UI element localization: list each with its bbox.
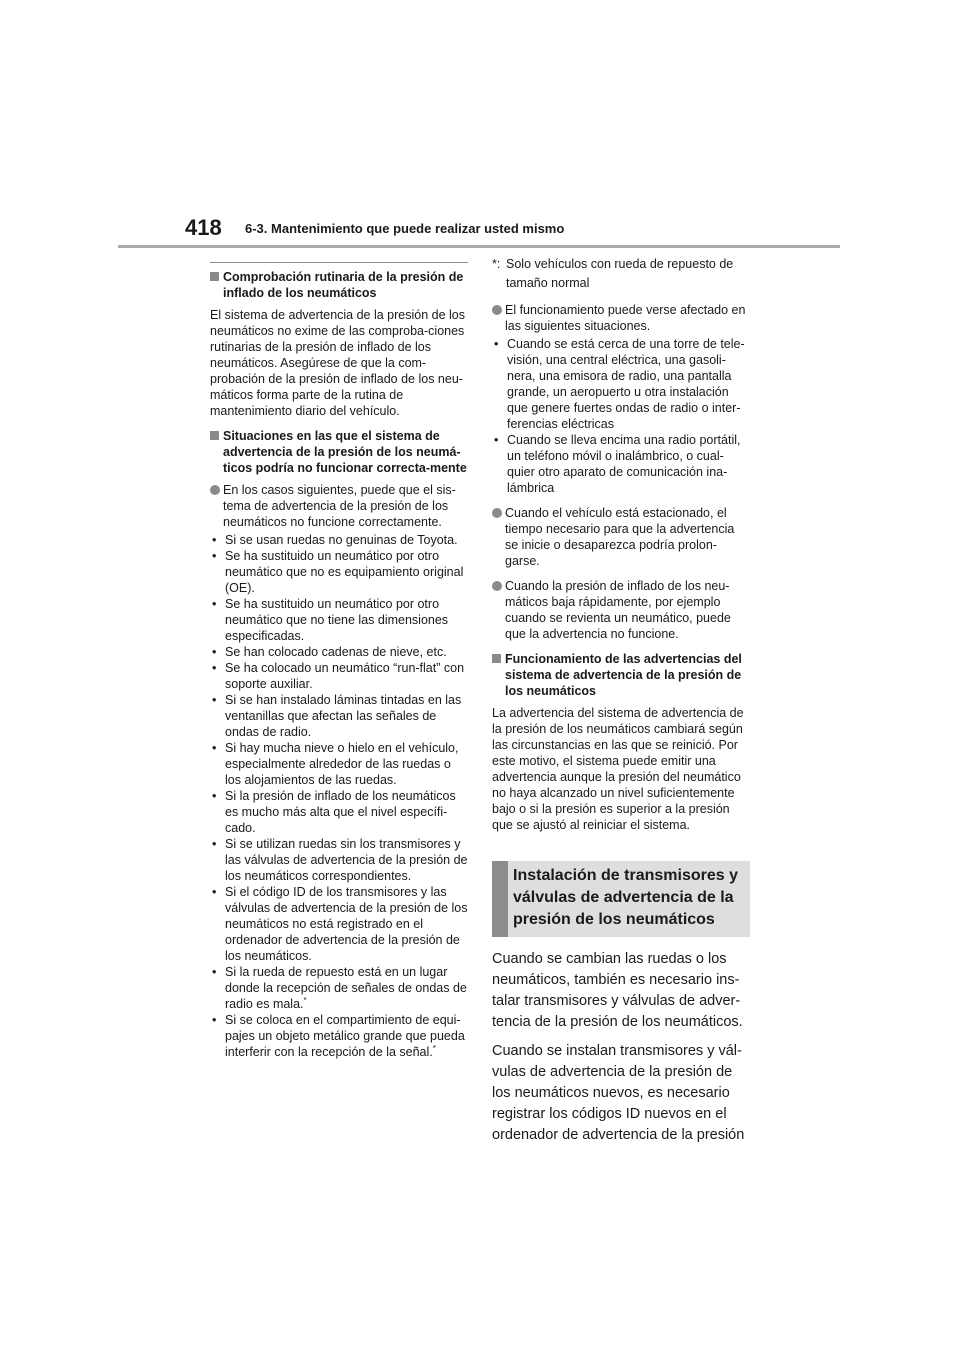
paragraph-large: Cuando se instalan transmisores y vál-vulas de advertencia de la presión de los neumáticos nuevos, es necesario registrar los códigos ID nuevos en el ordenador de advertencia de la presión xyxy=(492,1043,745,1143)
paragraph-large: Cuando se cambian las ruedas o los neumáticos, también es necesario ins-talar transmisores y válvulas de adver-tencia de la presión de los neumáticos. xyxy=(492,951,743,1030)
footnote-mark: *: xyxy=(492,257,501,271)
page-number: 418 xyxy=(185,215,222,240)
list-item: • Si se utilizan ruedas sin los transmisores y las válvulas de advertencia de la presión de los neumáticos correspondientes. xyxy=(210,836,468,884)
heading-text: Comprobación rutinaria de la presión de inflado de los neumáticos xyxy=(223,270,464,300)
dot-item-text: Cuando el vehículo está estacionado, el tiempo necesario para que la advertencia se inicie o desaparezca podría prolon-garse. xyxy=(505,506,735,568)
dot-item-text: En los casos siguientes, puede que el sis-tema de advertencia de la presión de los neumáticos no funcione correctamente. xyxy=(223,483,456,529)
section-title-box xyxy=(492,861,750,937)
square-bullet-icon xyxy=(492,654,501,663)
heading-text: Funcionamiento de las advertencias del sistema de advertencia de la presión de los neumáticos xyxy=(505,652,742,698)
right-column xyxy=(492,255,750,1154)
chapter-title: 6-3. Mantenimiento que puede realizar usted mismo xyxy=(245,221,565,236)
list-item: • Cuando se lleva encima una radio portátil, un teléfono móvil o inalámbrico, o cual-quier otro aparato de comunicación ina-lámbrica xyxy=(492,432,750,496)
square-bullet-icon xyxy=(210,272,219,281)
footnote-asterisk: * xyxy=(303,995,307,1005)
dot-item xyxy=(210,482,468,530)
paragraph-routine-check: El sistema de advertencia de la presión de los neumáticos no exime de las comproba-ciones rutinarias de la presión de inflado de los neumáticos. Asegúrese de que la com-probación de la presión de inflado de los neu-máticos forma parte de la rutina de mantenimiento diario del vehículo. xyxy=(210,308,466,418)
dot-item-text: Cuando la presión de inflado de los neu-máticos baja rápidamente, por ejemplo cuando se revienta un neumático, puede que la advertencia no funcione. xyxy=(505,579,731,641)
list-item: • Se ha colocado un neumático “run-flat” con soporte auxiliar. xyxy=(210,660,468,692)
circle-bullet-icon xyxy=(492,305,502,315)
list-item: • Se han colocado cadenas de nieve, etc. xyxy=(210,644,468,660)
left-column xyxy=(210,262,468,1069)
list-item: • Se ha sustituido un neumático por otro neumático que no es equipamiento original (OE). xyxy=(210,548,468,596)
list-item-text: Si la rueda de repuesto está en un lugar donde la recepción de señales de ondas de radio es mala. xyxy=(225,965,467,1011)
paragraph-warning-operation: La advertencia del sistema de advertencia de la presión de los neumáticos cambiará según las circunstancias en las que se reinició. Por este motivo, el sistema puede emitir una advertencia aunque la presión del neumático no haya alcanzado un nivel suficientemente bajo o si la presión es superior a la presión que se ajustó al reiniciar el sistema. xyxy=(492,706,744,832)
circle-bullet-icon xyxy=(210,485,220,495)
footnote-asterisk: * xyxy=(432,1043,436,1053)
heading-text: Situaciones en las que el sistema de advertencia de la presión de los neumá-ticos podría no funcionar correcta-mente xyxy=(223,429,467,475)
circle-bullet-icon xyxy=(492,581,502,591)
list-item: • Si se han instalado láminas tintadas en las ventanillas que afectan las señales de ondas de radio. xyxy=(210,692,468,740)
square-bullet-icon xyxy=(210,431,219,440)
list-item: • Si el código ID de los transmisores y las válvulas de advertencia de la presión de los neumáticos no está registrado en el ordenador de advertencia de la presión de los neumáticos. xyxy=(210,884,468,964)
footnote xyxy=(492,255,750,293)
dot-item xyxy=(492,302,750,334)
dot-item xyxy=(492,505,750,569)
list-item xyxy=(210,964,468,1012)
section-title: Instalación de transmisores y válvulas de advertencia de la presión de los neumáticos xyxy=(513,867,738,928)
heading-routine-check xyxy=(210,269,468,301)
circle-bullet-icon xyxy=(492,508,502,518)
list-item: • Si la presión de inflado de los neumáticos es mucho más alta que el nivel específi-cado. xyxy=(210,788,468,836)
list-item xyxy=(210,1012,468,1060)
list-item: • Si hay mucha nieve o hielo en el vehículo, especialmente alrededor de las ruedas o los alojamientos de las ruedas. xyxy=(210,740,468,788)
situations-list xyxy=(210,532,468,1060)
list-item-text: Si se coloca en el compartimiento de equi-pajes un objeto metálico grande que pueda interferir con la recepción de la señal. xyxy=(225,1013,465,1059)
footnote-text: Solo vehículos con rueda de repuesto de tamaño normal xyxy=(506,257,734,290)
header-rule xyxy=(118,245,840,248)
heading-situations xyxy=(210,428,468,476)
interference-list xyxy=(492,336,750,496)
section-rule xyxy=(210,262,468,263)
list-item: • Cuando se está cerca de una torre de tele-visión, una central eléctrica, una gasoli-nera, una emisora de radio, una pantalla grande, un aeropuerto u otra instalación que genere fuertes ondas de radio o inter-ferencias eléctricas xyxy=(492,336,750,432)
list-item: • Se ha sustituido un neumático por otro neumático que no tiene las dimensiones especificadas. xyxy=(210,596,468,644)
list-item: • Si se usan ruedas no genuinas de Toyota. xyxy=(210,532,468,548)
dot-item xyxy=(492,578,750,642)
dot-item-text: El funcionamiento puede verse afectado en las siguientes situaciones. xyxy=(505,303,746,333)
heading-warning-operation xyxy=(492,651,750,699)
